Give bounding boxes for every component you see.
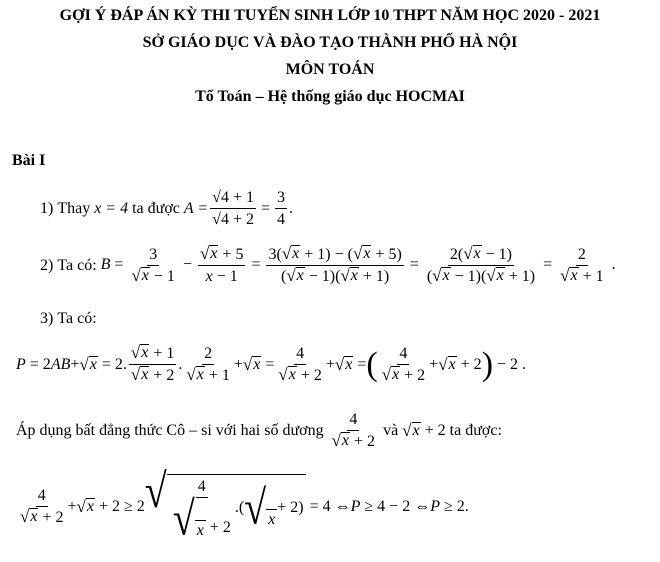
part1-answer: $\frac{3}{4}$	[277, 189, 286, 228]
doc-title-line1: GỢI Ý ĐÁP ÁN KỲ THI TUYỂN SINH LỚP 10 THPT NĂM HỌC 2020 - 2021	[59, 7, 601, 24]
part1-mid: ta được	[132, 199, 180, 217]
doc-title-line3: MÔN TOÁN	[285, 61, 375, 78]
inequality-line: 4 √ x + 2 + √ x + 2 ≥ 2 √ 4 √ x + 2 .( √ x + 2) = 4 ⇔ P ≥ 4 − 2 ⇔ P ≥ 2.	[20, 463, 469, 546]
part3-formula: P = 2 AB + √ x = 2. √ x + 1 √ x + 2 . 2 √ x + 1 + √ x = 4 √ x + 2 + √ x = ( 4 √ x + 2 + √ x + 2 ) − 2 .	[16, 343, 527, 384]
part1-result: A =	[183, 199, 209, 217]
part2-text: Ta có:	[57, 256, 97, 274]
part1-text: Thay	[57, 199, 91, 217]
section-heading: Bài I	[12, 152, 46, 169]
part2-line	[40, 245, 616, 286]
part1-line: 1) Thay x = 4 ta được A = $\frac{√4 + 1}{√4 + 2}$ = $\frac{3}{4}$ .	[40, 189, 294, 228]
apply-end: ta được:	[449, 421, 502, 439]
part1-number: 1)	[40, 199, 54, 217]
part3-text: Ta có:	[57, 310, 97, 327]
part3-line	[40, 310, 97, 328]
apply-text: Áp dụng bất đẳng thức Cô – si với hai số dương	[16, 421, 324, 439]
part2-number: 2)	[40, 256, 54, 274]
part1-condition: x = 4	[94, 199, 129, 217]
doc-title-line2: SỞ GIÁO DỤC VÀ ĐÀO TẠO THÀNH PHỐ HÀ NỘI	[142, 34, 518, 51]
apply-line: Áp dụng bất đẳng thức Cô – si với hai số dương 4 √ x + 2 và √ x + 2 ta được:	[16, 411, 502, 450]
apply-and: và	[383, 421, 399, 439]
doc-title-line4: Tổ Toán – Hệ thống giáo dục HOCMAI	[195, 88, 465, 105]
part3-number: 3)	[40, 310, 54, 327]
part2-formula: B = 3 √ x − 1 − √ x + 5 x − 1 = 3( √ x + 1) − ( √ x + 5) ( √ x − 1)( √ x + 1) = 2( √ x − 1) ( √ x − 1)( √ x + 1) = 2 √ x + 1 .	[100, 244, 616, 285]
part1-fraction: $\frac{√4 + 1}{√4 + 2}$	[212, 189, 254, 228]
